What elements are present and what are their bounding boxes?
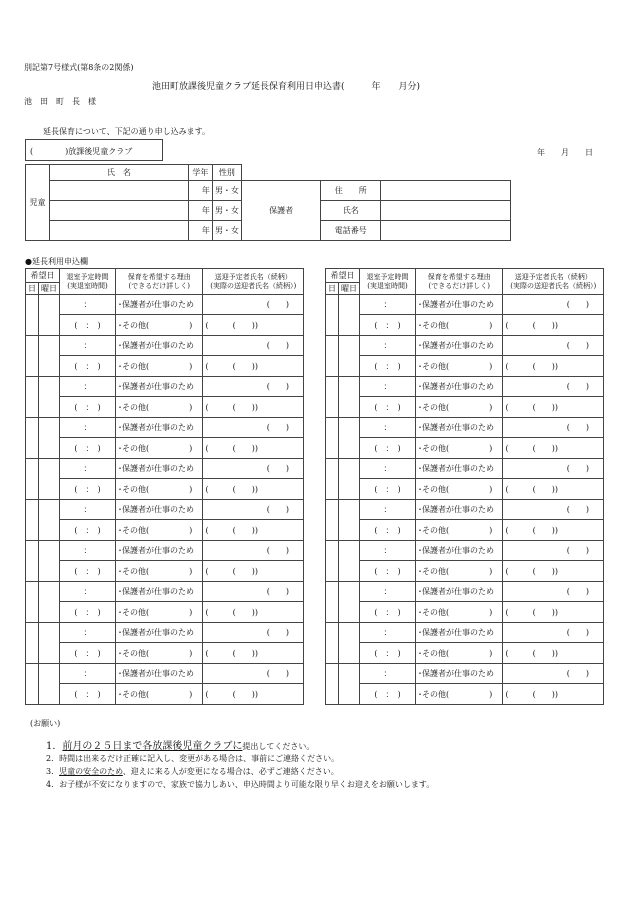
pickup-person-field[interactable]: ( )	[503, 377, 604, 397]
reason-other-field[interactable]: ･その他( )	[116, 315, 203, 336]
weekday-field[interactable]	[339, 500, 360, 541]
children-section-label: 児童	[26, 165, 50, 241]
actual-exit-time-field[interactable]: ( ： )	[360, 561, 416, 582]
child-name-field[interactable]	[49, 201, 188, 221]
actual-exit-time-field[interactable]: ( ： )	[60, 684, 116, 705]
child-name-field[interactable]	[49, 181, 188, 201]
reason-work-checkbox[interactable]: ･保護者が仕事のため	[116, 459, 203, 479]
day-field[interactable]	[326, 623, 339, 664]
day-field[interactable]	[326, 459, 339, 500]
day-field[interactable]	[326, 582, 339, 623]
weekday-field[interactable]	[339, 582, 360, 623]
weekday-field[interactable]	[339, 664, 360, 705]
application-row	[326, 500, 604, 520]
reason-work-checkbox[interactable]: ･保護者が仕事のため	[116, 336, 203, 356]
exit-time-field[interactable]: ：	[360, 500, 416, 520]
actual-exit-time-field[interactable]: ( ： )	[360, 479, 416, 500]
pickup-person-field[interactable]: ( )	[203, 336, 304, 356]
note-item	[46, 753, 339, 764]
application-row-actual	[326, 643, 604, 664]
phone-field[interactable]	[381, 221, 511, 241]
col-reason: 保育を希望する理由 (できるだけ詳しく)	[116, 269, 203, 295]
reason-work-checkbox[interactable]: ･保護者が仕事のため	[416, 295, 503, 315]
weekday-field[interactable]	[39, 418, 60, 459]
pickup-person-field[interactable]: ( )	[203, 295, 304, 315]
application-date: 年 月 日	[537, 148, 593, 157]
col-exit-time: 退室予定時間 (実退室時間)	[60, 269, 116, 295]
gender-options[interactable]: 男・女	[212, 201, 241, 221]
actual-exit-time-field[interactable]: ( ： )	[60, 561, 116, 582]
application-row-actual	[326, 602, 604, 623]
application-row	[326, 459, 604, 479]
exit-time-field[interactable]: ：	[60, 541, 116, 561]
note-underlined: 前月の２５日まで各放課後児童クラブに	[62, 741, 243, 752]
application-row	[26, 377, 304, 397]
note-underlined: 児童の安全のため	[59, 767, 123, 776]
reason-other-field[interactable]: ･その他( )	[116, 602, 203, 623]
exit-time-field[interactable]: ：	[60, 582, 116, 602]
pickup-person-field[interactable]: ( )	[203, 582, 304, 602]
day-field[interactable]	[326, 664, 339, 705]
actual-pickup-field[interactable]: ( ( ))	[203, 315, 304, 336]
note-item	[46, 737, 314, 752]
reason-other-field[interactable]: ･その他( )	[116, 684, 203, 705]
reason-other-field[interactable]: ･その他( )	[416, 315, 503, 336]
reason-other-field[interactable]: ･その他( )	[416, 602, 503, 623]
application-row-actual	[326, 397, 604, 418]
reason-other-field[interactable]: ･その他( )	[116, 479, 203, 500]
actual-exit-time-field[interactable]: ( ： )	[60, 602, 116, 623]
child-name-field[interactable]	[49, 221, 188, 241]
col-day: 日	[26, 283, 39, 295]
pickup-person-field[interactable]: ( )	[203, 377, 304, 397]
day-field[interactable]	[26, 459, 39, 500]
reason-work-checkbox[interactable]: ･保護者が仕事のため	[116, 500, 203, 520]
pickup-person-field[interactable]: ( )	[503, 336, 604, 356]
addressee: 池 田 町 長 様	[24, 97, 96, 106]
application-row-actual	[326, 356, 604, 377]
reason-work-checkbox[interactable]: ･保護者が仕事のため	[116, 418, 203, 438]
application-table	[25, 268, 304, 705]
gender-options[interactable]: 男・女	[212, 181, 241, 201]
actual-exit-time-field[interactable]: ( ： )	[60, 315, 116, 336]
application-row-actual	[26, 479, 304, 500]
grade-unit: 年	[188, 181, 212, 201]
reason-work-checkbox[interactable]: ･保護者が仕事のため	[116, 541, 203, 561]
day-field[interactable]	[26, 664, 39, 705]
pickup-person-field[interactable]: ( )	[503, 582, 604, 602]
actual-pickup-field[interactable]: ( ( ))	[203, 438, 304, 459]
reason-other-field[interactable]: ･その他( )	[116, 561, 203, 582]
actual-pickup-field[interactable]: ( ( ))	[503, 561, 604, 582]
actual-exit-time-field[interactable]: ( ： )	[60, 438, 116, 459]
note-text: 、迎えに来る人が変更になる場合は、必ずご連絡ください。	[122, 767, 339, 776]
exit-time-field[interactable]: ：	[60, 623, 116, 643]
reason-other-field[interactable]: ･その他( )	[116, 397, 203, 418]
reason-other-field[interactable]: ･その他( )	[116, 520, 203, 541]
actual-exit-time-field[interactable]: ( ： )	[360, 356, 416, 377]
application-row-actual	[326, 561, 604, 582]
reason-work-checkbox[interactable]: ･保護者が仕事のため	[416, 336, 503, 356]
day-field[interactable]	[326, 500, 339, 541]
application-row	[326, 582, 604, 602]
reason-other-field[interactable]: ･その他( )	[416, 643, 503, 664]
guardian-name-label: 氏名	[321, 201, 381, 221]
application-row-actual	[26, 643, 304, 664]
reason-other-field[interactable]: ･その他( )	[416, 397, 503, 418]
guardian-name-field[interactable]	[381, 201, 511, 221]
reason-other-field[interactable]: ･その他( )	[116, 356, 203, 377]
phone-label: 電話番号	[321, 221, 381, 241]
application-row-actual	[26, 356, 304, 377]
application-row-actual	[26, 602, 304, 623]
application-row	[26, 541, 304, 561]
application-row-actual	[26, 397, 304, 418]
pickup-person-field[interactable]: ( )	[203, 541, 304, 561]
actual-exit-time-field[interactable]: ( ： )	[60, 397, 116, 418]
gender-options[interactable]: 男・女	[212, 221, 241, 241]
pickup-person-field[interactable]: ( )	[503, 459, 604, 479]
reason-work-checkbox[interactable]: ･保護者が仕事のため	[416, 377, 503, 397]
pickup-person-field[interactable]: ( )	[203, 418, 304, 438]
col-exit-time: 退室予定時間 (実退室時間)	[360, 269, 416, 295]
application-row	[26, 336, 304, 356]
col-day: 日	[326, 283, 339, 295]
day-field[interactable]	[26, 500, 39, 541]
day-field[interactable]	[26, 541, 39, 582]
reason-other-field[interactable]: ･その他( )	[416, 561, 503, 582]
weekday-field[interactable]	[39, 459, 60, 500]
day-field[interactable]	[326, 377, 339, 418]
application-row-actual	[26, 438, 304, 459]
actual-pickup-field[interactable]: ( ( ))	[503, 397, 604, 418]
application-table-left	[25, 268, 304, 705]
child-row	[26, 181, 511, 201]
application-row	[26, 582, 304, 602]
application-table	[325, 268, 604, 705]
reason-work-checkbox[interactable]: ･保護者が仕事のため	[116, 664, 203, 684]
weekday-field[interactable]	[339, 295, 360, 336]
exit-time-field[interactable]: ：	[360, 541, 416, 561]
actual-pickup-field[interactable]: ( ( ))	[203, 479, 304, 500]
exit-time-field[interactable]: ：	[60, 664, 116, 684]
exit-time-field[interactable]: ：	[60, 336, 116, 356]
form-title: 池田町放課後児童クラブ延長保育利用日申込書( 年 月分)	[152, 82, 421, 92]
reason-work-checkbox[interactable]: ･保護者が仕事のため	[116, 295, 203, 315]
reason-work-checkbox[interactable]: ･保護者が仕事のため	[416, 500, 503, 520]
note-number: 2．	[46, 754, 60, 763]
extension-section-title: ●延長利用申込欄	[25, 257, 88, 266]
weekday-field[interactable]	[39, 664, 60, 705]
day-field[interactable]	[26, 377, 39, 418]
actual-pickup-field[interactable]: ( ( ))	[503, 356, 604, 377]
grade-unit: 年	[188, 201, 212, 221]
guardian-label: 保護者	[241, 181, 321, 241]
day-field[interactable]	[26, 582, 39, 623]
children-table	[25, 164, 511, 241]
pickup-person-field[interactable]: ( )	[503, 541, 604, 561]
actual-exit-time-field[interactable]: ( ： )	[60, 356, 116, 377]
pickup-person-field[interactable]: ( )	[203, 500, 304, 520]
weekday-field[interactable]	[39, 500, 60, 541]
application-row	[26, 459, 304, 479]
actual-exit-time-field[interactable]: ( ： )	[360, 520, 416, 541]
application-row	[26, 295, 304, 315]
col-grade: 学年	[188, 165, 212, 181]
pickup-person-field[interactable]: ( )	[503, 295, 604, 315]
actual-exit-time-field[interactable]: ( ： )	[60, 643, 116, 664]
reason-work-checkbox[interactable]: ･保護者が仕事のため	[116, 377, 203, 397]
exit-time-field[interactable]: ：	[360, 336, 416, 356]
application-row	[26, 623, 304, 643]
pickup-person-field[interactable]: ( )	[503, 418, 604, 438]
col-date: 希望日	[26, 269, 60, 283]
day-field[interactable]	[326, 295, 339, 336]
exit-time-field[interactable]: ：	[360, 582, 416, 602]
pickup-person-field[interactable]: ( )	[203, 459, 304, 479]
application-row	[26, 418, 304, 438]
day-field[interactable]	[26, 418, 39, 459]
weekday-field[interactable]	[339, 459, 360, 500]
actual-pickup-field[interactable]: ( ( ))	[503, 520, 604, 541]
actual-exit-time-field[interactable]: ( ： )	[360, 602, 416, 623]
actual-pickup-field[interactable]: ( ( ))	[203, 643, 304, 664]
exit-time-field[interactable]: ：	[360, 664, 416, 684]
reason-other-field[interactable]: ･その他( )	[116, 643, 203, 664]
application-row	[326, 377, 604, 397]
weekday-field[interactable]	[39, 377, 60, 418]
reason-other-field[interactable]: ･その他( )	[416, 684, 503, 705]
notes-heading: (お願い)	[30, 719, 61, 728]
exit-time-field[interactable]: ：	[360, 377, 416, 397]
weekday-field[interactable]	[339, 418, 360, 459]
exit-time-field[interactable]: ：	[60, 418, 116, 438]
reason-other-field[interactable]: ･その他( )	[416, 520, 503, 541]
application-row-actual	[326, 438, 604, 459]
col-child-name: 氏 名	[49, 165, 188, 181]
note-text: 時間は出来るだけ正確に記入し、変更がある場合は、事前にご連絡ください。	[59, 754, 340, 763]
exit-time-field[interactable]: ：	[360, 623, 416, 643]
pickup-person-field[interactable]: ( )	[203, 664, 304, 684]
weekday-field[interactable]	[339, 541, 360, 582]
reason-other-field[interactable]: ･その他( )	[416, 356, 503, 377]
application-row-actual	[26, 315, 304, 336]
club-name-box[interactable]	[25, 139, 163, 161]
exit-time-field[interactable]: ：	[60, 500, 116, 520]
application-row	[326, 623, 604, 643]
actual-exit-time-field[interactable]: ( ： )	[360, 315, 416, 336]
actual-pickup-field[interactable]: ( ( ))	[503, 602, 604, 623]
exit-time-field[interactable]: ：	[60, 459, 116, 479]
actual-pickup-field[interactable]: ( ( ))	[203, 520, 304, 541]
actual-exit-time-field[interactable]: ( ： )	[360, 684, 416, 705]
note-text: 提出してください。	[242, 742, 315, 751]
reason-work-checkbox[interactable]: ･保護者が仕事のため	[416, 418, 503, 438]
actual-pickup-field[interactable]: ( ( ))	[203, 602, 304, 623]
reason-work-checkbox[interactable]: ･保護者が仕事のため	[416, 664, 503, 684]
pickup-person-field[interactable]: ( )	[503, 623, 604, 643]
actual-pickup-field[interactable]: ( ( ))	[203, 356, 304, 377]
actual-pickup-field[interactable]: ( ( ))	[203, 561, 304, 582]
col-gender: 性別	[212, 165, 241, 181]
actual-pickup-field[interactable]: ( ( ))	[503, 315, 604, 336]
day-field[interactable]	[326, 336, 339, 377]
actual-exit-time-field[interactable]: ( ： )	[360, 438, 416, 459]
weekday-field[interactable]	[39, 295, 60, 336]
reason-work-checkbox[interactable]: ･保護者が仕事のため	[416, 582, 503, 602]
application-row-actual	[326, 479, 604, 500]
day-field[interactable]	[326, 418, 339, 459]
note-text: お子様が不安になりますので、家族で協力しあい、申込時間より可能な限り早くお迎えをお願いします。	[59, 780, 435, 789]
actual-exit-time-field[interactable]: ( ： )	[360, 397, 416, 418]
club-name-label: ( )放課後児童クラブ	[30, 147, 133, 156]
exit-time-field[interactable]: ：	[360, 418, 416, 438]
application-row	[326, 418, 604, 438]
application-row	[326, 336, 604, 356]
note-number: 4．	[46, 780, 60, 789]
exit-time-field[interactable]: ：	[360, 459, 416, 479]
col-date: 希望日	[326, 269, 360, 283]
application-row	[326, 664, 604, 684]
application-row	[26, 664, 304, 684]
form-number: 別記第7号様式(第8条の2関係)	[24, 63, 134, 72]
reason-work-checkbox[interactable]: ･保護者が仕事のため	[116, 623, 203, 643]
actual-exit-time-field[interactable]: ( ： )	[360, 643, 416, 664]
weekday-field[interactable]	[39, 336, 60, 377]
day-field[interactable]	[326, 541, 339, 582]
reason-work-checkbox[interactable]: ･保護者が仕事のため	[416, 541, 503, 561]
weekday-field[interactable]	[339, 377, 360, 418]
day-field[interactable]	[26, 295, 39, 336]
weekday-field[interactable]	[39, 623, 60, 664]
actual-pickup-field[interactable]: ( ( ))	[503, 643, 604, 664]
note-item	[46, 779, 434, 790]
application-row	[326, 541, 604, 561]
weekday-field[interactable]	[39, 582, 60, 623]
actual-pickup-field[interactable]: ( ( ))	[203, 684, 304, 705]
actual-pickup-field[interactable]: ( ( ))	[503, 684, 604, 705]
col-weekday: 曜日	[339, 283, 360, 295]
application-row	[26, 500, 304, 520]
address-field[interactable]	[381, 181, 511, 201]
col-pickup: 送迎予定者氏名（続柄） (実際の送迎者氏名（続柄）)	[503, 269, 604, 295]
application-row-actual	[26, 520, 304, 541]
application-table-right	[325, 268, 604, 705]
note-number: 1．	[46, 741, 63, 752]
col-pickup: 送迎予定者氏名（続柄） (実際の送迎者氏名（続柄）)	[203, 269, 304, 295]
pickup-person-field[interactable]: ( )	[503, 500, 604, 520]
pickup-person-field[interactable]: ( )	[503, 664, 604, 684]
col-reason: 保育を希望する理由 (できるだけ詳しく)	[416, 269, 503, 295]
exit-time-field[interactable]: ：	[60, 295, 116, 315]
actual-exit-time-field[interactable]: ( ： )	[60, 479, 116, 500]
note-number: 3．	[46, 767, 60, 776]
weekday-field[interactable]	[339, 336, 360, 377]
address-label: 住 所	[321, 181, 381, 201]
exit-time-field[interactable]: ：	[60, 377, 116, 397]
application-row	[326, 295, 604, 315]
application-row-actual	[26, 561, 304, 582]
reason-work-checkbox[interactable]: ･保護者が仕事のため	[116, 582, 203, 602]
exit-time-field[interactable]: ：	[360, 295, 416, 315]
actual-pickup-field[interactable]: ( ( ))	[503, 479, 604, 500]
reason-other-field[interactable]: ･その他( )	[416, 479, 503, 500]
reason-other-field[interactable]: ･その他( )	[416, 438, 503, 459]
weekday-field[interactable]	[339, 623, 360, 664]
weekday-field[interactable]	[39, 541, 60, 582]
note-item	[46, 766, 339, 777]
pickup-person-field[interactable]: ( )	[203, 623, 304, 643]
grade-unit: 年	[188, 221, 212, 241]
application-row-actual	[26, 684, 304, 705]
col-weekday: 曜日	[39, 283, 60, 295]
actual-pickup-field[interactable]: ( ( ))	[203, 397, 304, 418]
actual-pickup-field[interactable]: ( ( ))	[503, 438, 604, 459]
day-field[interactable]	[26, 336, 39, 377]
application-row-actual	[326, 684, 604, 705]
reason-other-field[interactable]: ･その他( )	[116, 438, 203, 459]
reason-work-checkbox[interactable]: ･保護者が仕事のため	[416, 459, 503, 479]
application-row-actual	[326, 315, 604, 336]
day-field[interactable]	[26, 623, 39, 664]
application-row-actual	[326, 520, 604, 541]
intro-text: 延長保育について、下記の通り申し込みます。	[43, 127, 211, 136]
actual-exit-time-field[interactable]: ( ： )	[60, 520, 116, 541]
reason-work-checkbox[interactable]: ･保護者が仕事のため	[416, 623, 503, 643]
